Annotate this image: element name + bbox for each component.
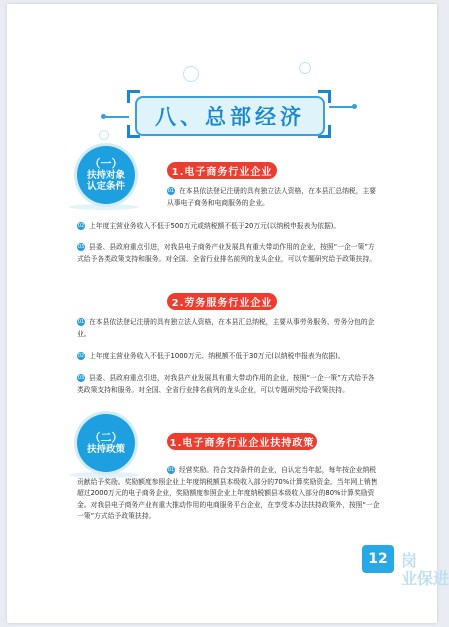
list-item xyxy=(77,317,381,340)
section-badge-shadow xyxy=(69,204,139,210)
title-deco-line xyxy=(105,116,129,118)
list-item-text: 县委、县政府重点引进，对我县电子商务产业发展具有重大带动作用的企业，按照“一企一策”方式给予各类政策支持和服务。对全国、全省行业排名前列的龙头企业，可以专题研究给予政策扶持。 xyxy=(77,243,377,263)
decorative-bubble xyxy=(299,62,311,74)
bullet-number-icon: 03 xyxy=(77,244,85,250)
section-number: （一） xyxy=(89,157,123,170)
decorative-bubble xyxy=(183,66,199,82)
bullet-number-icon: 02 xyxy=(77,353,85,359)
watermark-text: 岗 业保进 xyxy=(401,551,449,588)
list-item xyxy=(77,242,381,265)
list-item-text: 在本县依法登记注册的具有独立法人资格，在本县汇总纳税，主要从事劳务服务、劳务分包的企业。 xyxy=(77,318,375,338)
list-item-text: 上年度主营业务收入不低于1000万元、纳税额不低于30万元(以纳税申报表为依据)。 xyxy=(89,352,345,360)
bullet-number-icon: 02 xyxy=(77,223,85,229)
section-badge-2 xyxy=(77,414,135,472)
subsection-title: 2.劳务服务行业企业 xyxy=(167,293,277,310)
list-item xyxy=(77,373,381,396)
section-badge-1 xyxy=(77,146,135,204)
list-item xyxy=(77,465,381,523)
bullet-number-icon: 03 xyxy=(77,375,85,381)
list-item-text: 经营奖励。符合支持条件的企业，自认定当年起，每年按企业纳税贡献给予奖励。奖励额度参照企业上年度纳税额县本级收入部分的70%计算奖励资金。当年网上销售超过2000万元的电子商务企业，奖励额度参照企业上年度纳税额县本级收入部分的80%计算奖励资金。对我县电子商务产业有重大推动作用的电商服务平台企业，在享受本办法扶持政策外，按照“一企一策”方式给予政策扶持。 xyxy=(77,466,380,520)
page-number-badge: 12 xyxy=(362,545,394,573)
bullet-number-icon: 01 xyxy=(167,467,175,473)
list-item-text: 在本县依法登记注册的具有独立法人资格，在本县汇总纳税，主要从事电子商务和电商服务的企业。 xyxy=(167,187,377,207)
section-label: 扶持政策 xyxy=(86,443,125,455)
document-page xyxy=(7,4,449,623)
title-deco-dot xyxy=(352,104,357,109)
list-item xyxy=(167,186,381,209)
list-item-text: 上年度主营业务收入不低于500万元或纳税额不低于20万元(以纳税申报表为依据)。 xyxy=(89,222,341,230)
page-title-box xyxy=(135,96,325,136)
decorative-bubble xyxy=(99,130,109,140)
subsection-title: 1.电子商务行业企业 xyxy=(167,162,277,179)
title-deco-dot xyxy=(101,114,106,119)
list-item xyxy=(77,221,381,233)
section-label: 认定条件 xyxy=(86,181,125,192)
section-label: 扶持对象 xyxy=(86,170,125,181)
page-title: 八、总部经济 xyxy=(155,105,305,129)
list-item xyxy=(77,351,381,363)
title-deco-line xyxy=(329,106,353,108)
bullet-number-icon: 01 xyxy=(77,319,85,325)
page-title-frame xyxy=(125,88,333,138)
subsection-title: 1.电子商务行业企业扶持政策 xyxy=(167,433,317,450)
bullet-number-icon: 01 xyxy=(167,188,175,194)
section-number: （二） xyxy=(89,430,123,444)
list-item-text: 县委、县政府重点引进，对我县产业发展具有重大带动作用的企业，按照“一企一策”方式给予各类政策支持和服务。对全国、全省行业排名前列的龙头企业，可以专题研究给予政策扶持。 xyxy=(77,374,375,394)
